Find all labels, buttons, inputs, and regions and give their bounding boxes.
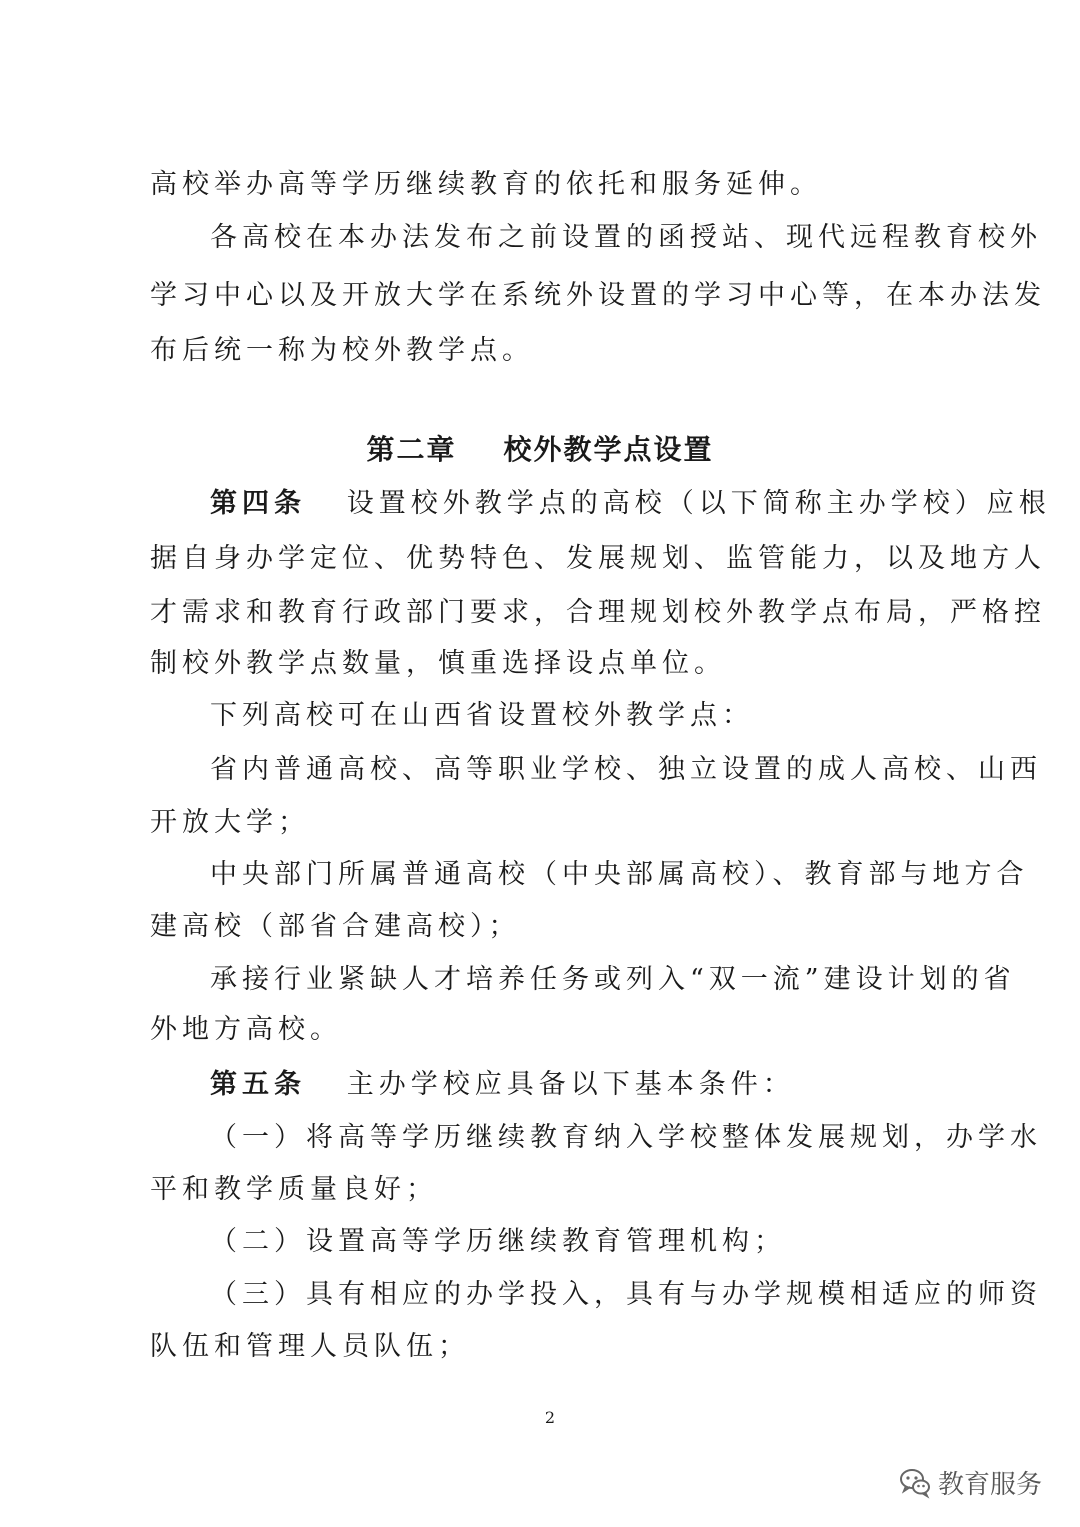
- paragraph-line: 建高校（部省合建高校）；: [150, 911, 521, 942]
- paragraph-line: 开放大学；: [150, 807, 310, 838]
- chapter-number: 第二章: [366, 433, 457, 466]
- paragraph-line: 队伍和管理人员队伍；: [150, 1331, 470, 1362]
- paragraph-line: 外地方高校。: [150, 1014, 342, 1045]
- article-5-first-line: [210, 1065, 960, 1105]
- paragraph-line: 布后统一称为校外教学点。: [150, 335, 534, 366]
- page-number: 2: [544, 1408, 556, 1427]
- paragraph-line: 中央部门所属普通高校（中央部属高校）、教育部与地方合: [210, 859, 1029, 890]
- paragraph-line: （三）具有相应的办学投入，具有与办学规模相适应的师资: [210, 1279, 1042, 1310]
- paragraph-line: 才需求和教育行政部门要求，合理规划校外教学点布局，严格控: [150, 597, 1046, 628]
- paragraph-line: 承接行业紧缺人才培养任务或列入“双一流”建设计划的省: [210, 964, 1016, 995]
- wechat-icon: [898, 1465, 932, 1499]
- paragraph-line: 省内普通高校、高等职业学校、独立设置的成人高校、山西: [210, 754, 1042, 785]
- paragraph-line: 据自身办学定位、优势特色、发展规划、监管能力，以及地方人: [150, 543, 1046, 574]
- watermark-text: 教育服务: [938, 1469, 1043, 1500]
- paragraph-line: 下列高校可在山西省设置校外教学点：: [210, 700, 754, 731]
- article-text: 主办学校应具备以下基本条件：: [346, 1069, 795, 1100]
- paragraph-line: 学习中心以及开放大学在系统外设置的学习中心等，在本办法发: [150, 280, 1046, 311]
- article-4-label: 第四条: [210, 488, 306, 519]
- paragraph-line: （一）将高等学历继续教育纳入学校整体发展规划，办学水: [210, 1122, 1042, 1153]
- article-5-label: 第五条: [210, 1069, 306, 1100]
- paragraph-line: 高校举办高等学历继续教育的依托和服务延伸。: [150, 169, 822, 200]
- paragraph-line: 平和教学质量良好；: [150, 1174, 438, 1205]
- paragraph-line: 各高校在本办法发布之前设置的函授站、现代远程教育校外: [210, 222, 1042, 253]
- article-text: 设置校外教学点的高校（以下简称主办学校）应根: [346, 488, 1051, 519]
- paragraph-line: （二）设置高等学历继续教育管理机构；: [210, 1226, 786, 1257]
- paragraph-line: 制校外教学点数量，慎重选择设点单位。: [150, 648, 726, 679]
- source-watermark: [898, 1462, 1068, 1502]
- chapter-heading: [0, 430, 1080, 470]
- chapter-title: 校外教学点设置: [503, 433, 714, 466]
- article-4-first-line: [210, 484, 1051, 524]
